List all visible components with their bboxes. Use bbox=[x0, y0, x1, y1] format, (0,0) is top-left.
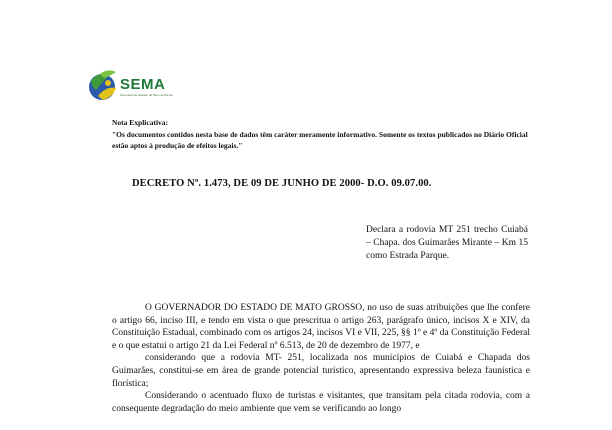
globe-leaf-icon bbox=[86, 66, 120, 106]
decree-summary: Declara a rodovia MT 251 trecho Cuiabá – Chapa. dos Guimarães Mirante – Km 15 como Estrada Parque. bbox=[366, 225, 528, 261]
sema-logo bbox=[86, 66, 176, 106]
decree-title: DECRETO Nº. 1.473, DE 09 DE JUNHO DE 2000- D.O. 09.07.00. bbox=[132, 178, 432, 189]
note-title: Nota Explicativa: bbox=[112, 118, 169, 127]
logo-wordmark: SEMA bbox=[120, 76, 166, 93]
body-paragraph-considering-2: Considerando o acentuado fluxo de turistas e visitantes, que transitam pela citada rodovia, com a consequente degradação do meio ambiente que vem se verificando ao longo bbox=[112, 391, 530, 414]
body-paragraph-preamble: O GOVERNADOR DO ESTADO DE MATO GROSSO, no uso de suas atribuições que lhe confere o artigo 66, inciso III, e tendo em vista o que prescritua o artigo 263, parágrafo único, incisos X e XIV, da Constituição Estadual, combinado com os artigos 24, incisos VI e VII, 225, §§ 1º e 4º da Constituição Federal e o que estatui o artigo 21 da Lei Federal nº 6.513, de 20 de dezembro de 1977, e bbox=[112, 303, 530, 351]
decree-body bbox=[112, 302, 530, 415]
logo-subtitle: Secretaria de Estado do Meio Ambiente bbox=[120, 93, 173, 97]
note-text: "Os documentos contidos nesta base de dados têm caráter meramente informativo. Somente os textos publicados no Diário Oficial estão aptos à produção de efeitos legais." bbox=[112, 130, 528, 150]
body-paragraph-considering-1: considerando que a rodovia MT- 251, localizada nos municípios de Cuiabá e Chapada dos Guimarães, constitui-se em área de grande potencial turístico, apresentando expressiva beleza faunística e florística; bbox=[112, 353, 530, 389]
